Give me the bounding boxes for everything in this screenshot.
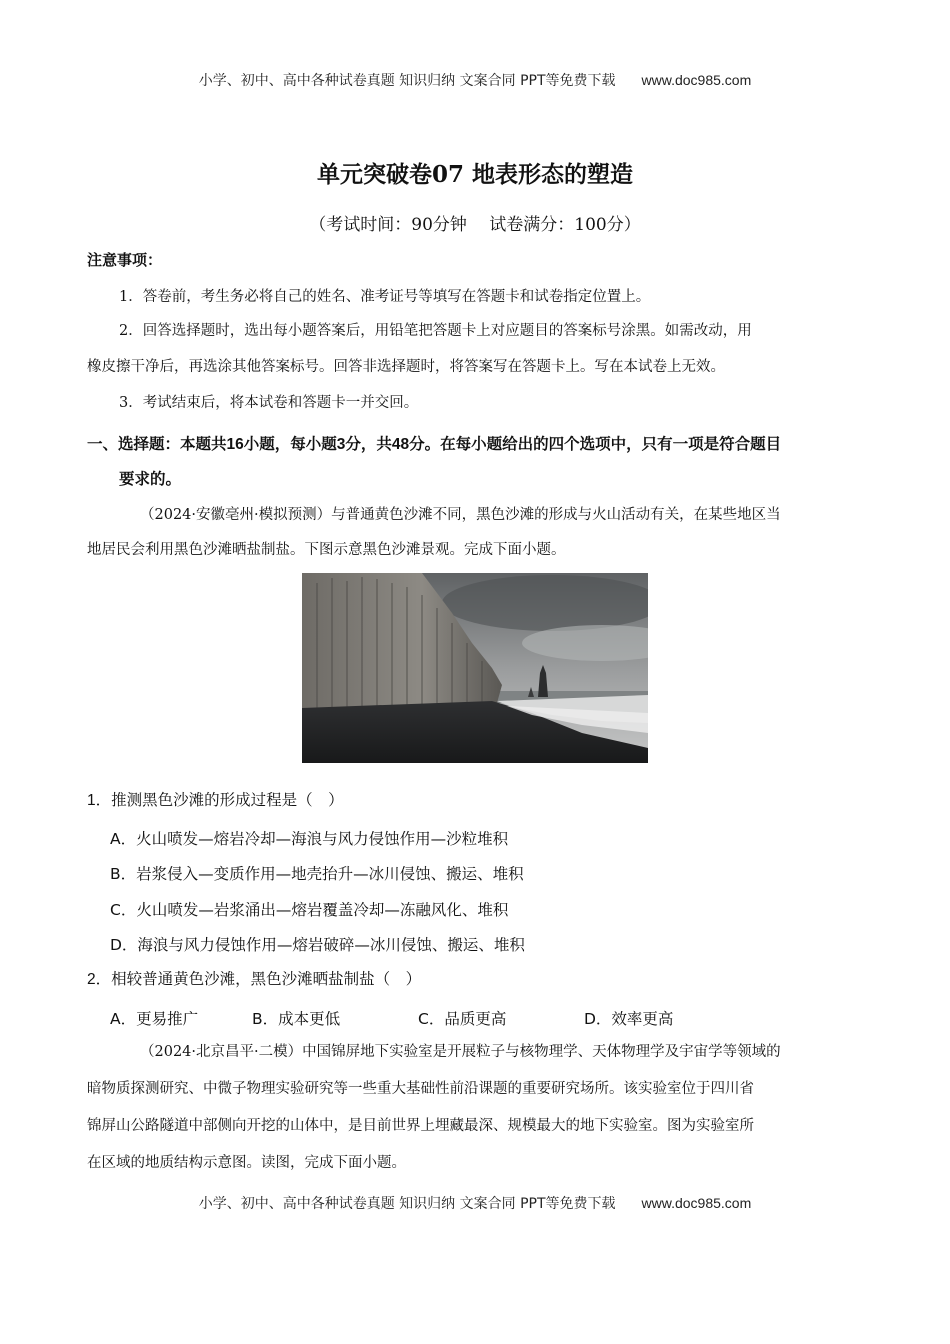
header-text: 小学、初中、高中各种试卷真题 知识归纳 文案合同 PPT等免费下载 — [198, 73, 616, 89]
section-heading: 一、选择题：本题共16小题，每小题3分，共48分。在每小题给出的四个选项中，只有一项是符合题目 — [87, 436, 782, 453]
footer-text: 小学、初中、高中各种试卷真题 知识归纳 文案合同 PPT等免费下载 — [198, 1196, 616, 1212]
passage-line: 锦屏山公路隧道中部侧向开挖的山体中，是目前世界上埋藏最深、规模最大的地下实验室。图为实验室所 — [87, 1118, 754, 1134]
question-option-b[interactable]: B．岩浆侵入—变质作用—地壳抬升—冰川侵蚀、搬运、堆积 — [110, 865, 524, 883]
notice-item: 1．答卷前，考生务必将自己的姓名、准考证号等填写在答题卡和试卷指定位置上。 — [119, 289, 651, 305]
passage-line: 地居民会利用黑色沙滩晒盐制盐。下图示意黑色沙滩景观。完成下面小题。 — [87, 542, 566, 558]
notice-item: 3．考试结束后，将本试卷和答题卡一并交回。 — [119, 395, 419, 411]
question-stem: 1．推测黑色沙滩的形成过程是（ ） — [87, 792, 344, 809]
page-header — [0, 70, 950, 90]
question-option-d[interactable]: D．效率更高 — [584, 1010, 674, 1028]
question-option-b[interactable]: B．成本更低 — [252, 1010, 341, 1028]
passage-line: （2024·北京昌平·二模）中国锦屏地下实验室是开展粒子与核物理学、天体物理学及宇宙学等领域的 — [140, 1044, 781, 1060]
notice-item: 2．回答选择题时，选出每小题答案后，用铅笔把答题卡上对应题目的答案标号涂黑。如需改动，用 — [119, 323, 752, 339]
question-option-c[interactable]: C．火山喷发—岩浆涌出—熔岩覆盖冷却—冻融风化、堆积 — [110, 901, 509, 919]
page-footer — [0, 1193, 950, 1213]
exam-info: （考试时间：90分钟 试卷满分：100分） — [309, 215, 641, 235]
passage-line: 在区域的地质结构示意图。读图，完成下面小题。 — [87, 1155, 406, 1171]
notice-heading: 注意事项： — [87, 252, 163, 269]
footer-url[interactable]: www.doc985.com — [641, 1195, 752, 1211]
question-option-c[interactable]: C．品质更高 — [418, 1010, 507, 1028]
question-option-d[interactable]: D．海浪与风力侵蚀作用—熔岩破碎—冰川侵蚀、搬运、堆积 — [110, 936, 525, 954]
passage-line: （2024·安徽亳州·模拟预测）与普通黄色沙滩不同，黑色沙滩的形成与火山活动有关，在某些地区当 — [140, 507, 781, 523]
black-sand-beach-photo — [302, 573, 648, 763]
passage-line: 暗物质探测研究、中微子物理实验研究等一些重大基础性前沿课题的重要研究场所。该实验室位于四川省 — [87, 1081, 754, 1097]
page-title: 单元突破卷07 地表形态的塑造 — [316, 161, 633, 188]
header-url[interactable]: www.doc985.com — [641, 72, 752, 88]
question-stem: 2．相较普通黄色沙滩，黑色沙滩晒盐制盐（ ） — [87, 971, 422, 988]
question-option-a[interactable]: A．更易推广 — [110, 1010, 199, 1028]
notice-item-cont: 橡皮擦干净后，再选涂其他答案标号。回答非选择题时，将答案写在答题卡上。写在本试卷上无效。 — [87, 359, 725, 375]
section-heading-cont: 要求的。 — [119, 471, 182, 488]
question-option-a[interactable]: A．火山喷发—熔岩冷却—海浪与风力侵蚀作用—沙粒堆积 — [110, 830, 509, 848]
